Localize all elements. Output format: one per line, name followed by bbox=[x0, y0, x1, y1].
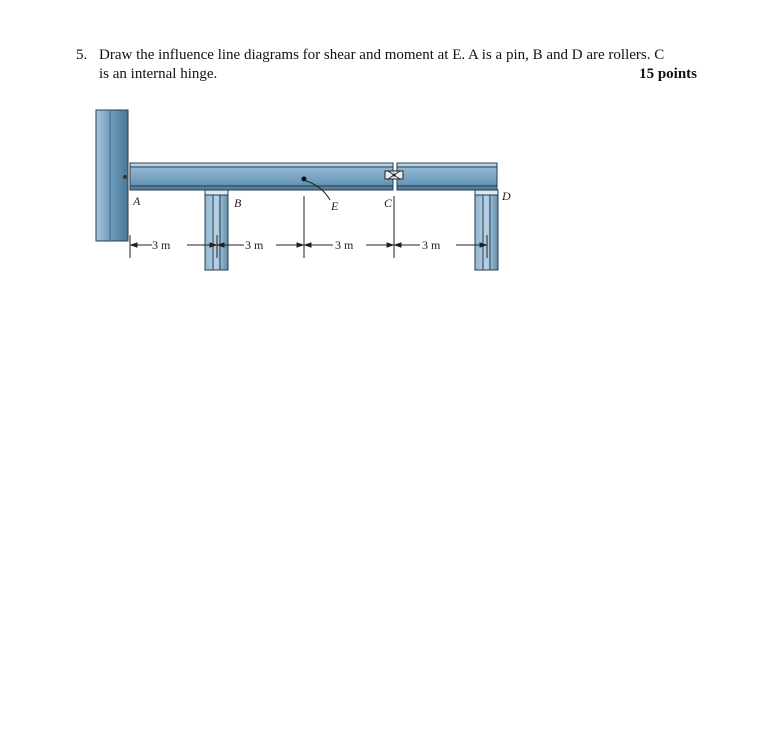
dimension-ec: 3 m bbox=[335, 238, 354, 252]
label-a: A bbox=[133, 194, 141, 208]
beam-segment-cd bbox=[397, 163, 497, 190]
dimension-ab: 3 m bbox=[152, 238, 171, 252]
problem-text-line2: is an internal hinge. bbox=[99, 66, 218, 82]
dimension-cd: 3 m bbox=[422, 238, 441, 252]
label-b: B bbox=[234, 196, 242, 210]
label-d: D bbox=[502, 189, 511, 203]
problem-text-line1: Draw the influence line diagrams for shear and moment at E. A is a pin, B and D are rollers. C bbox=[99, 47, 665, 63]
dimension-be: 3 m bbox=[245, 238, 264, 252]
hinge-c bbox=[385, 171, 403, 179]
label-c: C bbox=[384, 196, 393, 210]
beam-segment-ac bbox=[130, 163, 393, 190]
problem-number: 5. bbox=[76, 47, 88, 63]
label-e: E bbox=[331, 199, 339, 213]
points-value: 15 points bbox=[639, 66, 697, 82]
wall-support-a bbox=[96, 110, 128, 241]
